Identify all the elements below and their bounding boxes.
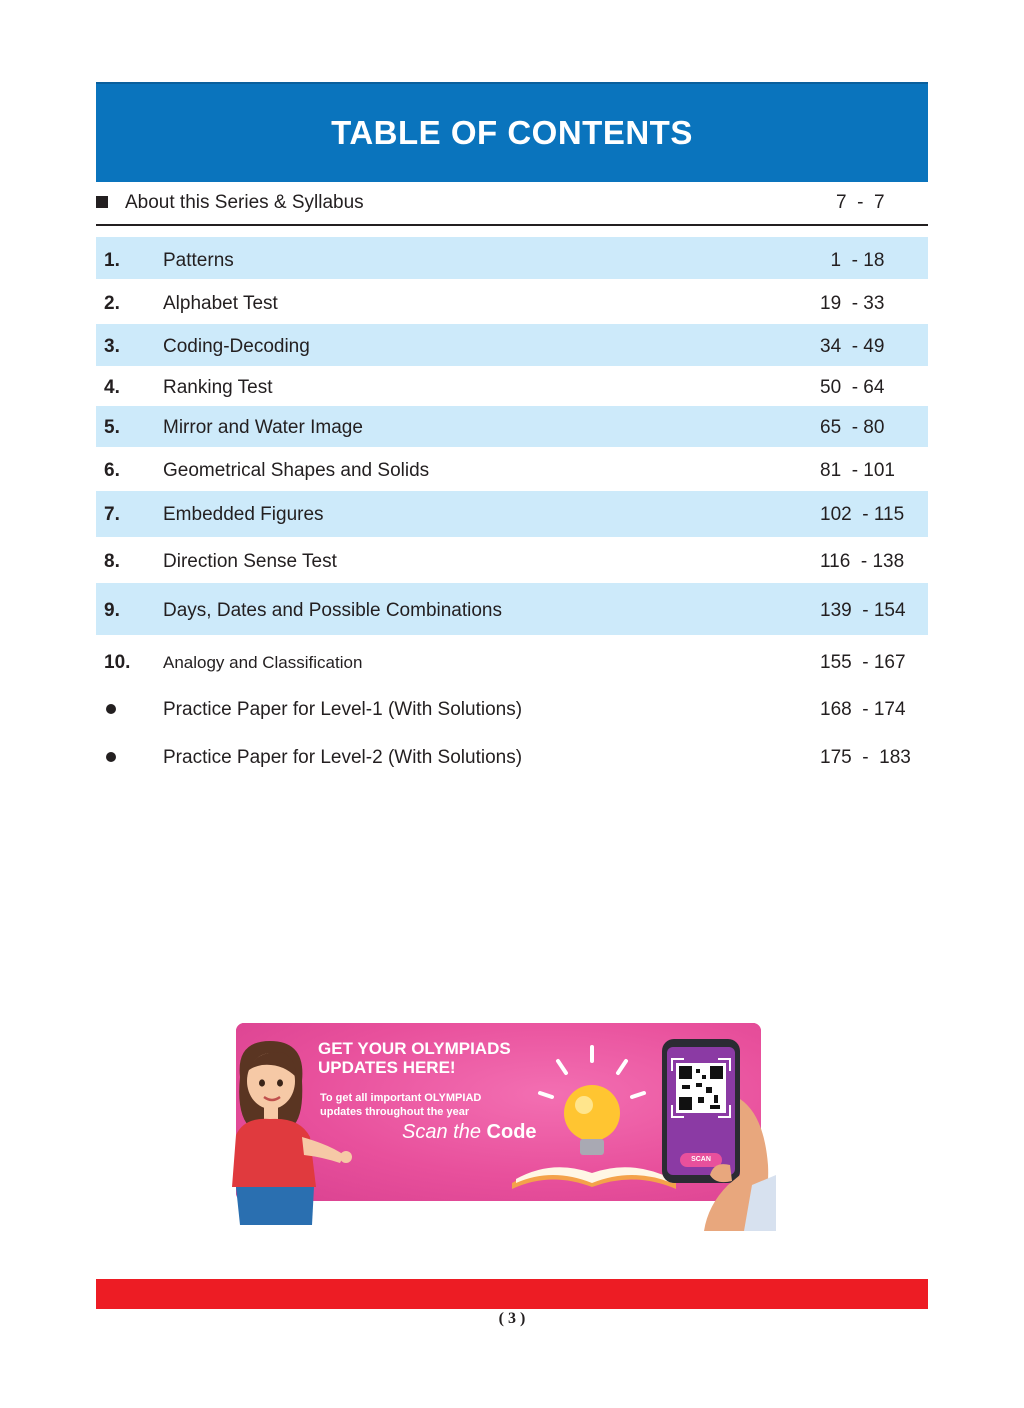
chapter-title: Mirror and Water Image: [163, 417, 363, 438]
chapter-pages: 168 - 174: [820, 699, 906, 720]
chapter-pages: 1 - 18: [820, 250, 885, 271]
table-row: [96, 686, 928, 732]
chapter-number: 5.: [104, 417, 120, 438]
chapter-pages: 81 - 101: [820, 460, 895, 481]
chapter-pages: 155 - 167: [820, 652, 906, 673]
chapter-number: 8.: [104, 551, 120, 572]
chapter-title: Coding-Decoding: [163, 336, 310, 357]
banner-subtext: [320, 1091, 481, 1119]
chapter-number: 6.: [104, 460, 120, 481]
chapter-number: 9.: [104, 600, 120, 621]
table-row: [96, 406, 928, 447]
chapter-number: 4.: [104, 377, 120, 398]
table-row: [96, 583, 928, 635]
banner-headline-line-2: UPDATES HERE!: [318, 1058, 456, 1077]
table-row: [96, 324, 928, 366]
chapter-pages: 65 - 80: [820, 417, 885, 438]
intro-row: [96, 184, 928, 226]
table-row: [96, 281, 928, 323]
chapter-pages: 50 - 64: [820, 377, 885, 398]
chapter-pages: 102 - 115: [820, 504, 905, 525]
table-row: [96, 491, 928, 537]
table-row: [96, 538, 928, 582]
banner-headline-line-1: GET YOUR OLYMPIADS: [318, 1039, 511, 1058]
chapter-number: 7.: [104, 504, 120, 525]
table-row: [96, 636, 928, 684]
table-row: [96, 237, 928, 279]
banner-subtext-line-1: To get all important OLYMPIAD: [320, 1092, 482, 1104]
round-bullet-icon: [106, 752, 116, 762]
chapter-title: Alphabet Test: [163, 293, 278, 314]
banner-subtext-line-2: updates throughout the year: [320, 1106, 470, 1118]
chapter-title: Practice Paper for Level-1 (With Solutions): [163, 699, 523, 720]
table-row: [96, 367, 928, 405]
chapter-pages: 175 - 183: [820, 747, 911, 768]
chapter-pages: 139 - 154: [820, 600, 906, 621]
square-bullet-icon: [96, 196, 108, 208]
chapter-pages: 19 - 33: [820, 293, 885, 314]
phone-qr-illustration: [644, 1035, 776, 1231]
table-row: [96, 734, 928, 780]
chapter-title: Ranking Test: [163, 377, 273, 398]
scan-word: Scan: [402, 1121, 448, 1143]
chapter-title: Analogy and Classification: [163, 653, 363, 672]
round-bullet-icon: [106, 704, 116, 714]
the-word: the: [453, 1121, 481, 1143]
chapter-title: Geometrical Shapes and Solids: [163, 460, 430, 481]
chapter-pages: 34 - 49: [820, 336, 885, 357]
intro-label: About this Series & Syllabus: [125, 192, 364, 213]
chapter-title: Embedded Figures: [163, 504, 324, 525]
page-number: ( 3 ): [498, 1310, 526, 1327]
chapter-number: 2.: [104, 293, 120, 314]
chapter-pages: 116 - 138: [820, 551, 905, 572]
chapter-title: Days, Dates and Possible Combinations: [163, 600, 503, 621]
code-word: Code: [486, 1121, 537, 1143]
chapter-title: Practice Paper for Level-2 (With Solutions): [163, 747, 523, 768]
toc-header: [96, 82, 928, 182]
banner-headline: [318, 1039, 511, 1077]
chapter-number: 3.: [104, 336, 120, 357]
olympiad-updates-banner[interactable]: [236, 1023, 761, 1201]
toc-title: TABLE OF CONTENTS: [331, 114, 693, 151]
footer-bar: [96, 1279, 928, 1309]
scan-button[interactable]: SCAN: [691, 1156, 711, 1163]
chapter-title: Direction Sense Test: [163, 551, 337, 572]
chapter-number: 1.: [104, 250, 120, 271]
chapter-title: Patterns: [163, 250, 234, 271]
intro-pages: 7 - 7: [836, 192, 885, 213]
table-row: [96, 448, 928, 490]
chapter-number: 10.: [104, 652, 131, 673]
